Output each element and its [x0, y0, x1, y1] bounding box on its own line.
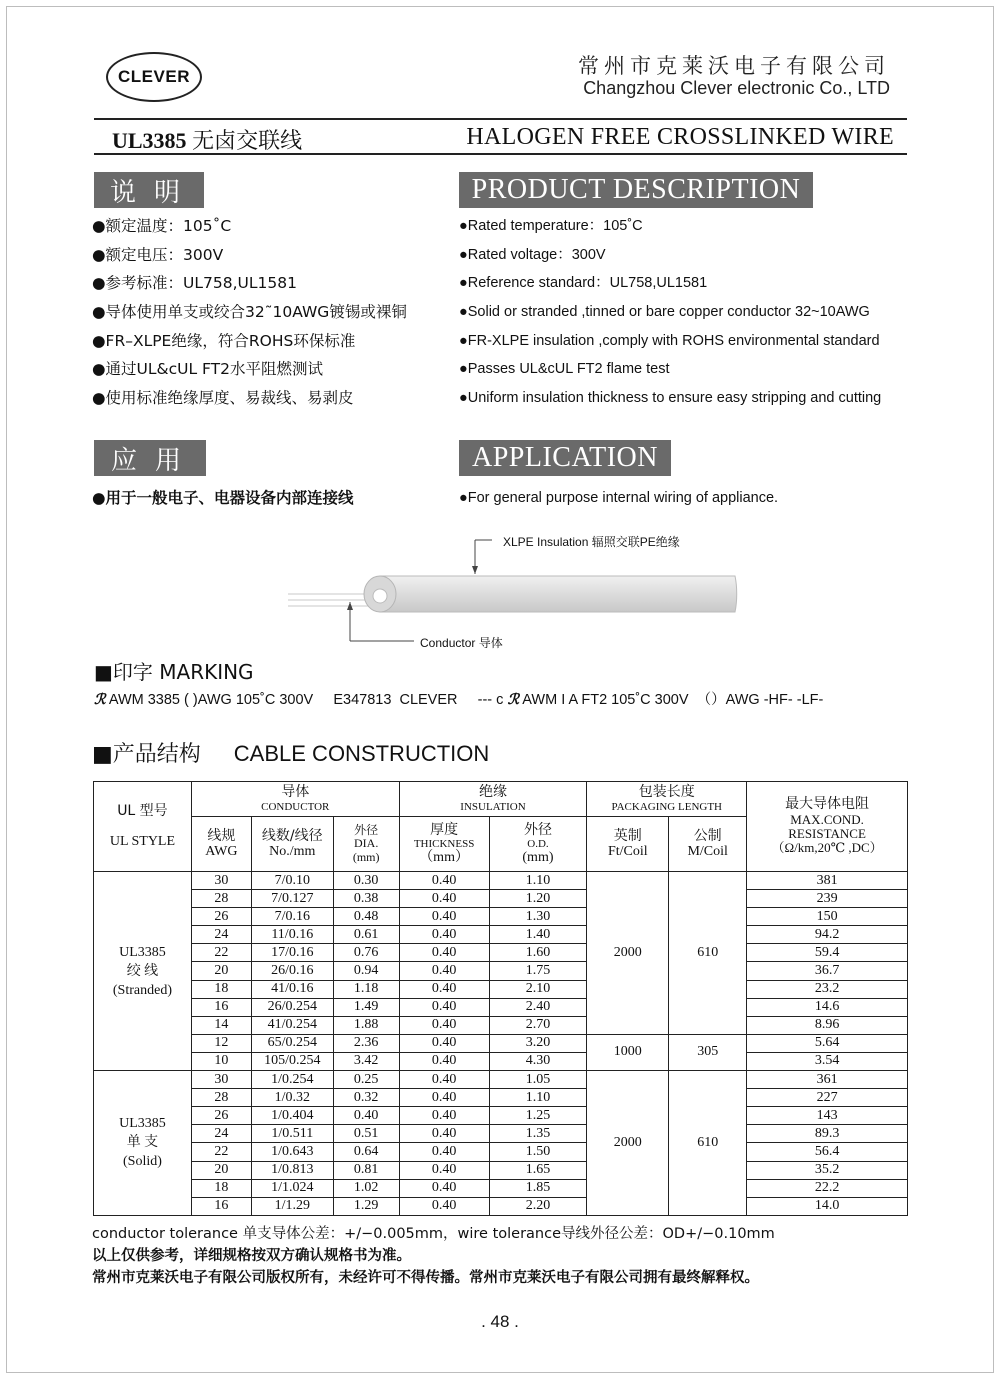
od-cell: 1.40: [489, 926, 587, 944]
header-rule-top: [94, 118, 907, 120]
application-item-en-wrap: [459, 484, 778, 513]
strand-header-cn: 线数/线径: [261, 827, 323, 844]
dia-cell: 0.40: [333, 1107, 399, 1125]
od-cell: 1.50: [489, 1143, 587, 1161]
od-header-en: O.D.: [527, 837, 549, 850]
dia-header-cn: 外径: [354, 823, 379, 838]
dia-cell: 0.76: [333, 944, 399, 962]
thickness-cell: 0.40: [399, 1125, 489, 1143]
model-number: UL3385: [112, 128, 187, 153]
m-coil-cell: 610: [669, 872, 747, 1035]
dia-cell: 2.36: [333, 1034, 399, 1052]
resistance-cell: 5.64: [747, 1034, 908, 1052]
resistance-cell: 89.3: [747, 1125, 908, 1143]
od-cell: 1.25: [489, 1107, 587, 1125]
resistance-cell: 23.2: [747, 980, 908, 998]
clever-logo: [106, 52, 202, 102]
awg-cell: 26: [191, 908, 251, 926]
strand-cell: 7/0.127: [251, 890, 333, 908]
thickness-cell: 0.40: [399, 1016, 489, 1034]
awg-header-cn: 线规: [207, 827, 236, 844]
ul-style-line: (Stranded): [112, 982, 172, 998]
product-title-cn: [112, 124, 302, 155]
resistance-cell: 35.2: [747, 1161, 908, 1179]
m-coil-cell: 610: [669, 1071, 747, 1216]
resistance-cell: 22.2: [747, 1179, 908, 1197]
ul-style-header-en: UL STYLE: [109, 833, 176, 849]
copyright-note: 常州市克莱沃电子有限公司版权所有，未经许可不得传播。常州市克莱沃电子有限公司拥有最终解释权。: [92, 1270, 759, 1286]
od-header-unit: (mm): [522, 850, 554, 866]
marking-text: [94, 688, 823, 709]
construction-heading-cn: ■产品结构: [92, 742, 201, 767]
table-row: [94, 980, 908, 998]
tolerance-note: conductor tolerance 单支导体公差：+/−0.005mm，wire tolerance导线外径公差：OD+/−0.10mm: [92, 1226, 775, 1242]
awg-cell: 10: [191, 1052, 251, 1070]
reference-note: 以上仅供参考，详细规格按双方确认规格书为准。: [92, 1248, 411, 1264]
resistance-cell: 3.54: [747, 1052, 908, 1070]
description-item: ●使用标准绝缘厚度、易裁线、易剥皮: [92, 389, 354, 408]
dia-cell: 0.32: [333, 1089, 399, 1107]
table-row: [94, 908, 908, 926]
resistance-cell: 361: [747, 1071, 908, 1089]
marking-part1: AWM 3385 ( )AWG 105˚C 300V E347813 CLEVER --- c: [108, 692, 504, 708]
m-coil-header: [669, 817, 747, 872]
od-cell: 1.10: [489, 1089, 587, 1107]
description-item: ●FR-XLPE insulation ,comply with ROHS environmental standard: [459, 332, 880, 349]
dia-cell: 0.48: [333, 908, 399, 926]
resistance-cell: 14.6: [747, 998, 908, 1016]
dia-header: [333, 817, 399, 872]
awg-cell: 20: [191, 962, 251, 980]
description-item: ●额定电压：300V: [92, 245, 224, 264]
thickness-cell: 0.40: [399, 872, 489, 890]
description-item: ●Rated temperature：105˚C: [459, 218, 643, 234]
awg-cell: 18: [191, 980, 251, 998]
dia-cell: 1.49: [333, 998, 399, 1016]
dia-cell: 0.25: [333, 1071, 399, 1089]
od-header: [489, 817, 587, 872]
ul-style-line: (Solid): [123, 1154, 162, 1170]
table-row: [94, 890, 908, 908]
table-row: [94, 1016, 908, 1034]
table-row: [94, 1143, 908, 1161]
od-cell: 1.20: [489, 890, 587, 908]
od-cell: 4.30: [489, 1052, 587, 1070]
awg-cell: 16: [191, 998, 251, 1016]
description-item: ●通过UL&cUL FT2水平阻燃测试: [92, 360, 323, 379]
insulation-body: [380, 576, 737, 612]
od-cell: 1.60: [489, 944, 587, 962]
awg-header-en: AWG: [205, 844, 238, 859]
table-row: [94, 944, 908, 962]
resistance-cell: 381: [747, 872, 908, 890]
ul-mark-icon: ℛ: [507, 692, 520, 708]
od-cell: 1.30: [489, 908, 587, 926]
application-item-en: ●For general purpose internal wiring of appliance.: [459, 490, 779, 506]
thickness-cell: 0.40: [399, 1161, 489, 1179]
awg-cell: 20: [191, 1161, 251, 1179]
insulation-header-en: INSULATION: [460, 800, 526, 813]
application-item-cn-wrap: [92, 484, 354, 513]
marking-part2: AWM I A FT2 105˚C 300V （）AWG -HF- -LF-: [522, 692, 824, 708]
strand-cell: 7/0.10: [251, 872, 333, 890]
awg-header: [191, 817, 251, 872]
table-row: [94, 1089, 908, 1107]
dia-cell: 0.61: [333, 926, 399, 944]
resistance-header-en2: RESISTANCE: [788, 826, 866, 842]
awg-cell: 12: [191, 1034, 251, 1052]
thickness-cell: 0.40: [399, 962, 489, 980]
description-item: ●Uniform insulation thickness to ensure easy stripping and cutting: [459, 390, 882, 407]
dia-cell: 1.18: [333, 980, 399, 998]
thickness-cell: 0.40: [399, 890, 489, 908]
thickness-cell: 0.40: [399, 908, 489, 926]
strand-cell: 1/1.29: [251, 1197, 333, 1215]
page-number: . 48 .: [481, 1312, 519, 1331]
awg-cell: 30: [191, 872, 251, 890]
resistance-cell: 56.4: [747, 1143, 908, 1161]
description-heading-en: PRODUCT DESCRIPTION: [459, 172, 813, 208]
dia-cell: 0.94: [333, 962, 399, 980]
application-heading-en: APPLICATION: [459, 440, 671, 476]
awg-cell: 30: [191, 1071, 251, 1089]
resistance-cell: 59.4: [747, 944, 908, 962]
table-row: [94, 1107, 908, 1125]
strand-cell: 41/0.16: [251, 980, 333, 998]
table-row: [94, 1052, 908, 1070]
strand-cell: 105/0.254: [251, 1052, 333, 1070]
strand-cell: 1/1.024: [251, 1179, 333, 1197]
thickness-header: [399, 817, 489, 872]
ul-style-line: 绞 线: [126, 963, 159, 979]
insulation-header: [399, 782, 587, 817]
thickness-cell: 0.40: [399, 998, 489, 1016]
packaging-header-en: PACKAGING LENGTH: [611, 800, 722, 813]
cable-construction-table: [93, 781, 908, 1216]
od-cell: 2.10: [489, 980, 587, 998]
strand-cell: 26/0.254: [251, 998, 333, 1016]
ul-style-line: UL3385: [119, 1116, 166, 1132]
strand-cell: 17/0.16: [251, 944, 333, 962]
insulation-arrowhead: [472, 566, 478, 574]
description-list-en: [459, 212, 881, 413]
od-header-cn: 外径: [523, 821, 552, 838]
thickness-header-cn: 厚度: [430, 821, 459, 838]
awg-cell: 14: [191, 1016, 251, 1034]
od-cell: 1.75: [489, 962, 587, 980]
table-row: [94, 1179, 908, 1197]
od-cell: 1.05: [489, 1071, 587, 1089]
table-row: [94, 872, 908, 890]
conductor-header-cn: 导体: [281, 784, 310, 801]
ul-style-header: [94, 782, 192, 872]
ft-coil-cell: 1000: [587, 1034, 669, 1070]
ul-style-cell: [94, 1071, 192, 1216]
application-heading-cn: 应用: [94, 440, 206, 476]
strand-header-en: No./mm: [269, 844, 316, 859]
m-coil-cell: 305: [669, 1034, 747, 1070]
dia-cell: 0.64: [333, 1143, 399, 1161]
od-cell: 2.20: [489, 1197, 587, 1215]
conductor-label: Conductor 导体: [420, 636, 503, 650]
strand-cell: 65/0.254: [251, 1034, 333, 1052]
ft-coil-header: [587, 817, 669, 872]
awg-cell: 22: [191, 944, 251, 962]
thickness-cell: 0.40: [399, 1179, 489, 1197]
description-item: ●参考标准：UL758,UL1581: [92, 274, 297, 293]
strand-cell: 1/0.511: [251, 1125, 333, 1143]
m-coil-header-en: M/Coil: [687, 844, 728, 859]
od-cell: 1.10: [489, 872, 587, 890]
dia-cell: 0.30: [333, 872, 399, 890]
dia-cell: 1.88: [333, 1016, 399, 1034]
strand-cell: 1/0.404: [251, 1107, 333, 1125]
thickness-cell: 0.40: [399, 1034, 489, 1052]
table-row: [94, 1071, 908, 1089]
m-coil-header-cn: 公制: [693, 827, 722, 844]
description-item: ●额定温度：105˚C: [92, 217, 232, 235]
strand-cell: 1/0.254: [251, 1071, 333, 1089]
dia-cell: 0.81: [333, 1161, 399, 1179]
marking-heading: ■印字 MARKING: [94, 660, 254, 684]
awg-cell: 24: [191, 1125, 251, 1143]
dia-cell: 3.42: [333, 1052, 399, 1070]
thickness-cell: 0.40: [399, 926, 489, 944]
thickness-header-unit: （mm）: [419, 850, 469, 866]
ul-mark-icon: ℛ: [94, 692, 106, 708]
thickness-cell: 0.40: [399, 1197, 489, 1215]
strand-cell: 1/0.643: [251, 1143, 333, 1161]
description-item: ●Reference standard：UL758,UL1581: [459, 275, 708, 292]
resistance-header-en1: MAX.COND.: [790, 811, 864, 827]
ft-coil-cell: 2000: [587, 1071, 669, 1216]
table-row: [94, 1034, 908, 1052]
header-rule-bottom: [94, 153, 907, 155]
thickness-header-en: THICKNESS: [413, 837, 475, 850]
description-list-cn: [92, 212, 407, 413]
strand-cell: 1/0.813: [251, 1161, 333, 1179]
logo-text: CLEVER: [118, 67, 190, 86]
ft-coil-header-cn: 英制: [613, 827, 642, 844]
ul-style-line: UL3385: [119, 944, 166, 960]
table-row: [94, 1125, 908, 1143]
ft-coil-cell: 2000: [587, 872, 669, 1035]
ul-style-header-cn: UL 型号: [117, 803, 168, 820]
packaging-header-cn: 包装长度: [638, 784, 695, 801]
description-heading-cn: 说明: [94, 172, 204, 208]
od-cell: 3.20: [489, 1034, 587, 1052]
dia-cell: 0.38: [333, 890, 399, 908]
table-row: [94, 1197, 908, 1215]
resistance-cell: 14.0: [747, 1197, 908, 1215]
strand-cell: 26/0.16: [251, 962, 333, 980]
description-item: ●Rated voltage：300V: [459, 246, 606, 263]
resistance-cell: 143: [747, 1107, 908, 1125]
dia-header-unit: (mm): [352, 849, 380, 864]
product-title-en: HALOGEN FREE CROSSLINKED WIRE: [466, 124, 894, 150]
thickness-cell: 0.40: [399, 1089, 489, 1107]
thickness-cell: 0.40: [399, 980, 489, 998]
construction-heading: [92, 737, 489, 768]
strand-cell: 7/0.16: [251, 908, 333, 926]
resistance-header-cn: 最大导体电阻: [785, 796, 870, 813]
packaging-header: [587, 782, 747, 817]
awg-cell: 24: [191, 926, 251, 944]
description-item: ●Passes UL&cUL FT2 flame test: [459, 361, 670, 378]
application-item-cn: ●用于一般电子、电器设备内部连接线: [92, 489, 354, 507]
construction-heading-en: CABLE CONSTRUCTION: [233, 741, 490, 766]
description-item: ●Solid or stranded ,tinned or bare copper conductor 32~10AWG: [459, 304, 870, 321]
thickness-cell: 0.40: [399, 1143, 489, 1161]
table-row: [94, 962, 908, 980]
resistance-cell: 94.2: [747, 926, 908, 944]
awg-cell: 28: [191, 890, 251, 908]
resistance-cell: 36.7: [747, 962, 908, 980]
table-row: [94, 1161, 908, 1179]
awg-cell: 28: [191, 1089, 251, 1107]
od-cell: 2.40: [489, 998, 587, 1016]
conductor-header: [191, 782, 399, 817]
dia-cell: 0.51: [333, 1125, 399, 1143]
resistance-cell: 239: [747, 890, 908, 908]
strand-cell: 11/0.16: [251, 926, 333, 944]
insulation-label: XLPE Insulation 辐照交联PE绝缘: [503, 535, 680, 549]
description-item: ●导体使用单支或绞合32˜10AWG镀锡或裸铜: [92, 303, 407, 322]
description-item: ●FR–XLPE绝缘，符合ROHS环保标准: [92, 331, 356, 350]
thickness-cell: 0.40: [399, 1107, 489, 1125]
dia-cell: 1.29: [333, 1197, 399, 1215]
strand-cell: 41/0.254: [251, 1016, 333, 1034]
table-body: [94, 872, 908, 1216]
resistance-cell: 227: [747, 1089, 908, 1107]
company-name-cn: 常州市克莱沃电子有限公司: [578, 54, 890, 78]
insulation-header-cn: 绝缘: [478, 784, 507, 801]
od-cell: 2.70: [489, 1016, 587, 1034]
company-name-en: Changzhou Clever electronic Co., LTD: [583, 78, 890, 98]
thickness-cell: 0.40: [399, 944, 489, 962]
awg-cell: 16: [191, 1197, 251, 1215]
title-cn-text: 无卤交联线: [192, 128, 303, 153]
thickness-cell: 0.40: [399, 1071, 489, 1089]
od-cell: 1.35: [489, 1125, 587, 1143]
ft-coil-header-en: Ft/Coil: [607, 844, 648, 859]
dia-header-en: DIA.: [354, 836, 379, 851]
resistance-header: [747, 782, 908, 872]
notes: [92, 1223, 775, 1289]
awg-cell: 26: [191, 1107, 251, 1125]
conductor-end: [373, 589, 387, 603]
awg-cell: 22: [191, 1143, 251, 1161]
thickness-cell: 0.40: [399, 1052, 489, 1070]
resistance-cell: 150: [747, 908, 908, 926]
ul-style-line: 单 支: [126, 1135, 159, 1151]
dia-cell: 1.02: [333, 1179, 399, 1197]
table-row: [94, 998, 908, 1016]
awg-cell: 18: [191, 1179, 251, 1197]
strand-header: [251, 817, 333, 872]
resistance-header-unit: （Ω/km,20℃ ,DC）: [771, 840, 883, 856]
od-cell: 1.85: [489, 1179, 587, 1197]
strand-cell: 1/0.32: [251, 1089, 333, 1107]
resistance-cell: 8.96: [747, 1016, 908, 1034]
ul-style-cell: [94, 872, 192, 1071]
conductor-header-en: CONDUCTOR: [261, 800, 330, 813]
od-cell: 1.65: [489, 1161, 587, 1179]
table-row: [94, 926, 908, 944]
